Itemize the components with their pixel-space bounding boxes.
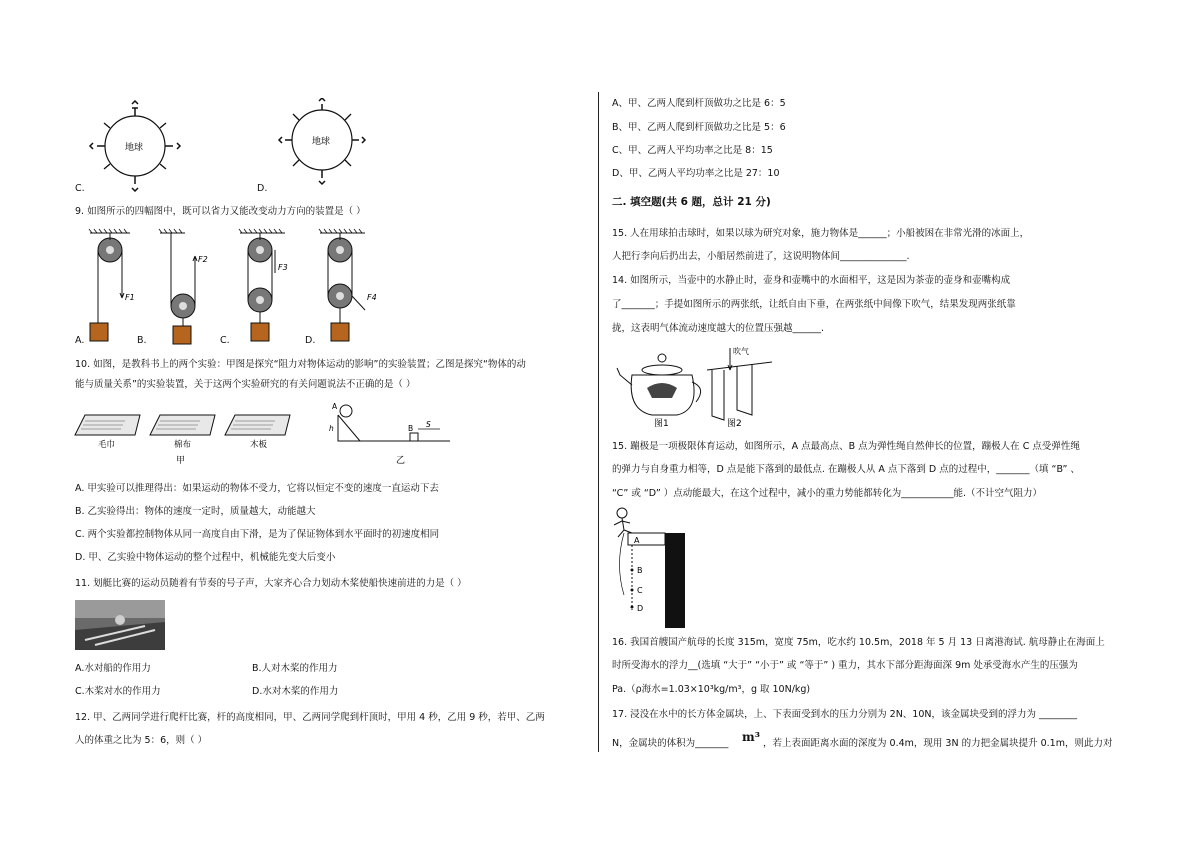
earth-label-c: 地球: [125, 143, 144, 153]
q15b-line1: 15. 蹦极是一项极限体育运动，如图所示，A 点最高点、B 点为弹性绳自然伸长的位置，蹦极人在 C 点受弹性绳: [612, 441, 1080, 452]
q10-opt-b: B. 乙实验得出：物体的速度一定时，质量越大，动能越大: [75, 506, 316, 517]
q11-stem: 11. 划艇比赛的运动员随着有节奏的号子声，大家齐心合力划动木桨使船快速前进的力是（ ）: [75, 578, 467, 589]
q15a-line1: 15. 人在用球拍击球时，如果以球为研究对象，施力物体是______；小船被困在非常光滑的冰面上，: [612, 228, 1030, 239]
earth-label-d: 地球: [312, 137, 331, 147]
q15b-line2: 的弹力与自身重力相等，D 点是能下落到的最低点. 在蹦极人从 A 点下落到 D 点的过程中，_______（填 “B” 、: [612, 464, 1080, 475]
q12-opt-c: C、甲、乙两人平均功率之比是 8：15: [612, 145, 773, 156]
q14-line2: 了_______；手提如图所示的两张纸，让纸自由下垂，在两张纸中间像下吹气，结果发现两张纸靠: [612, 299, 1016, 310]
bungee-c: C: [637, 586, 643, 595]
q15b-line3: “C” 或 “D” ）点动能最大，在这个过程中，减小的重力势能都转化为___________能.（不计空气阻力）: [612, 488, 1043, 499]
q14-line3: 拢，这表明气体流动速度越大的位置压强越______.: [612, 323, 825, 334]
q12-opt-d: D、甲、乙两人平均功率之比是 27：10: [612, 168, 780, 179]
letter-h: h: [329, 424, 334, 433]
q16-line1: 16. 我国首艘国产航母的长度 315m，宽度 75m，吃水约 10.5m，2018 年 5 月 13 日离港海试. 航母静止在海面上: [612, 637, 1105, 648]
q17-line2a: N，金属块的体积为_______: [612, 738, 729, 749]
earth-figure-d: [272, 98, 372, 190]
q10-stem-line1: 10. 如图，是教科书上的两个实验：甲图是探究“阻力对物体运动的影响”的实验装置；乙图是探究“物体的动: [75, 359, 526, 370]
section-fill-in-heading: 二. 填空题(共 6 题，总计 21 分): [612, 196, 771, 208]
force-f2: F2: [198, 255, 208, 264]
rowing-photo: [75, 600, 165, 650]
q10-opt-a: A. 甲实验可以推理得出：如果运动的物体不受力，它将以恒定不变的速度一直运动下去: [75, 483, 439, 494]
teapot-paper-figure: [612, 340, 782, 430]
q11-opt-d: D.水对木桨的作用力: [252, 686, 339, 697]
bungee-a: A: [634, 536, 640, 545]
bungee-b: B: [637, 566, 643, 575]
fig2-label: 图2: [727, 419, 742, 429]
letter-s: S: [426, 420, 431, 429]
bungee-d: D: [637, 604, 644, 613]
earth-figure-c: [80, 100, 190, 192]
q14-line1: 14. 如图所示，当壶中的水静止时，壶身和壶嘴中的水面相平，这是因为茶壶的壶身和壶嘴构成: [612, 275, 1011, 286]
option-d-label: D.: [257, 183, 268, 194]
q9-opt-b: B.: [137, 335, 147, 346]
q9-opt-c: C.: [220, 335, 230, 346]
pulley-figures: [75, 228, 395, 346]
figure-jia: 甲: [176, 456, 186, 466]
q11-opt-c: C.木桨对水的作用力: [75, 686, 161, 697]
bungee-figure: [610, 505, 690, 630]
q9-opt-a: A.: [75, 335, 85, 346]
blow-label: 吹气: [733, 347, 749, 356]
q12-opt-a: A、甲、乙两人爬到杆顶做功之比是 6：5: [612, 98, 786, 109]
q16-line2: 时所受海水的浮力__(选填 “大于” “小于” 或 “等于” ) 重力，其水下部分距海面深 9m 处承受海水产生的压强为: [612, 660, 1078, 671]
q15a-line2: 人把行李向后扔出去，小船居然前进了，这说明物体间______________.: [612, 251, 910, 262]
q11-opt-a: A.水对船的作用力: [75, 663, 151, 674]
surface-cotton: 棉布: [174, 440, 192, 450]
q9-opt-d: D.: [305, 335, 316, 346]
force-f3: F3: [278, 263, 288, 272]
option-c-label: C.: [75, 183, 85, 194]
letter-a: A: [332, 403, 338, 411]
q11-opt-b: B.人对木桨的作用力: [252, 663, 338, 674]
q10-opt-c: C. 两个实验都控制物体从同一高度自由下滑，是为了保证物体到水平面时的初速度相同: [75, 529, 440, 540]
q17-line2b: ，若上表面距离水面的深度为 0.4m，现用 3N 的力把金属块提升 0.1m，则此力对: [763, 738, 1113, 749]
q12-stem-line1: 12. 甲、乙两同学进行爬杆比赛，杆的高度相同，甲、乙两同学爬到杆顶时，甲用 4 秒，乙用 9 秒，若甲、乙两: [75, 712, 545, 723]
q10-stem-line2: 能与质量关系”的实验装置，关于这两个实验研究的有关问题说法不正确的是（ ）: [75, 379, 416, 390]
fig1-label: 图1: [654, 419, 669, 429]
q16-line3: Pa.（ρ海水=1.03×10³kg/m³，g 取 10N/kg): [612, 684, 811, 695]
surface-towel: 毛巾: [98, 440, 116, 450]
q10-figures: [70, 403, 470, 469]
q12-opt-b: B、甲、乙两人爬到杆顶做功之比是 5：6: [612, 122, 786, 133]
force-f1: F1: [125, 293, 135, 302]
q12-stem-line2: 人的体重之比为 5：6，则（ ）: [75, 735, 208, 746]
q10-opt-d: D. 甲、乙实验中物体运动的整个过程中，机械能先变大后变小: [75, 552, 336, 563]
figure-yi: 乙: [396, 456, 406, 466]
q17-unit: m³: [742, 730, 760, 744]
column-divider: [598, 92, 599, 752]
surface-board: 木板: [250, 440, 268, 450]
q17-line1: 17. 浸没在水中的长方体金属块，上、下表面受到水的压力分别为 2N、10N，该金属块受到的浮力为 ________: [612, 709, 1078, 720]
letter-b: B: [408, 424, 414, 433]
force-f4: F4: [367, 293, 377, 302]
q9-stem: 9. 如图所示的四幅图中，既可以省力又能改变动力方向的装置是（ ）: [75, 206, 366, 217]
